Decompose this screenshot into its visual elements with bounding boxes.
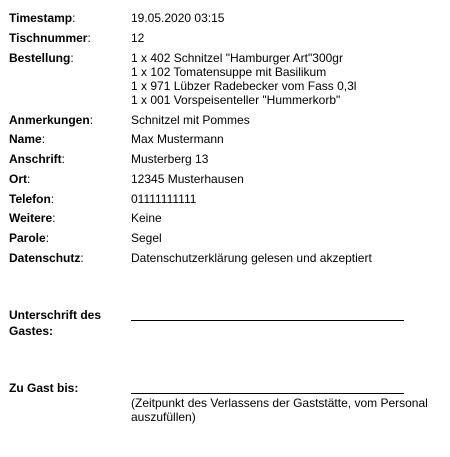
signature-line[interactable] <box>131 320 404 321</box>
field-label: Name: <box>9 132 46 146</box>
field-value: Schnitzel mit Pommes <box>131 113 250 127</box>
order-list <box>131 51 356 107</box>
field-value: Datenschutzerklärung gelesen und akzeptiert <box>131 251 372 265</box>
guest-until-note: (Zeitpunkt des Verlassens der Gaststätte, vom Personal auszufüllen) <box>131 396 428 424</box>
field-value: 12345 Musterhausen <box>131 172 244 186</box>
field-label: Timestamp: <box>9 11 76 25</box>
field-value: 19.05.2020 03:15 <box>131 11 225 25</box>
field-value: 12 <box>131 31 145 45</box>
field-label: Anschrift: <box>9 152 66 166</box>
guest-until-line[interactable] <box>131 393 404 394</box>
field-label: Bestellung: <box>9 51 74 65</box>
field-label: Datenschutz: <box>9 251 84 265</box>
order-item: 1 x 971 Lübzer Radebecker vom Fass 0,3l <box>131 79 357 93</box>
field-label: Tischnummer: <box>9 31 91 45</box>
field-label: Weitere: <box>9 211 56 225</box>
order-item: 1 x 102 Tomatensuppe mit Basilikum <box>131 65 327 79</box>
field-value: Keine <box>131 211 162 225</box>
field-label: Telefon: <box>9 192 55 206</box>
field-label: Parole: <box>9 231 50 245</box>
field-value: Musterberg 13 <box>131 152 209 166</box>
order-item: 1 x 001 Vorspeisenteller "Hummerkorb" <box>131 93 341 107</box>
field-value: Max Mustermann <box>131 132 224 146</box>
guest-until-label: Zu Gast bis: <box>9 381 79 395</box>
field-label: Ort: <box>9 172 31 186</box>
order-item: 1 x 402 Schnitzel "Hamburger Art"300gr <box>131 51 343 65</box>
signature-label: Unterschrift des Gastes: <box>9 308 102 338</box>
field-value: Segel <box>131 231 162 245</box>
field-value: 01111111111 <box>131 192 197 206</box>
field-label: Anmerkungen: <box>9 113 94 127</box>
